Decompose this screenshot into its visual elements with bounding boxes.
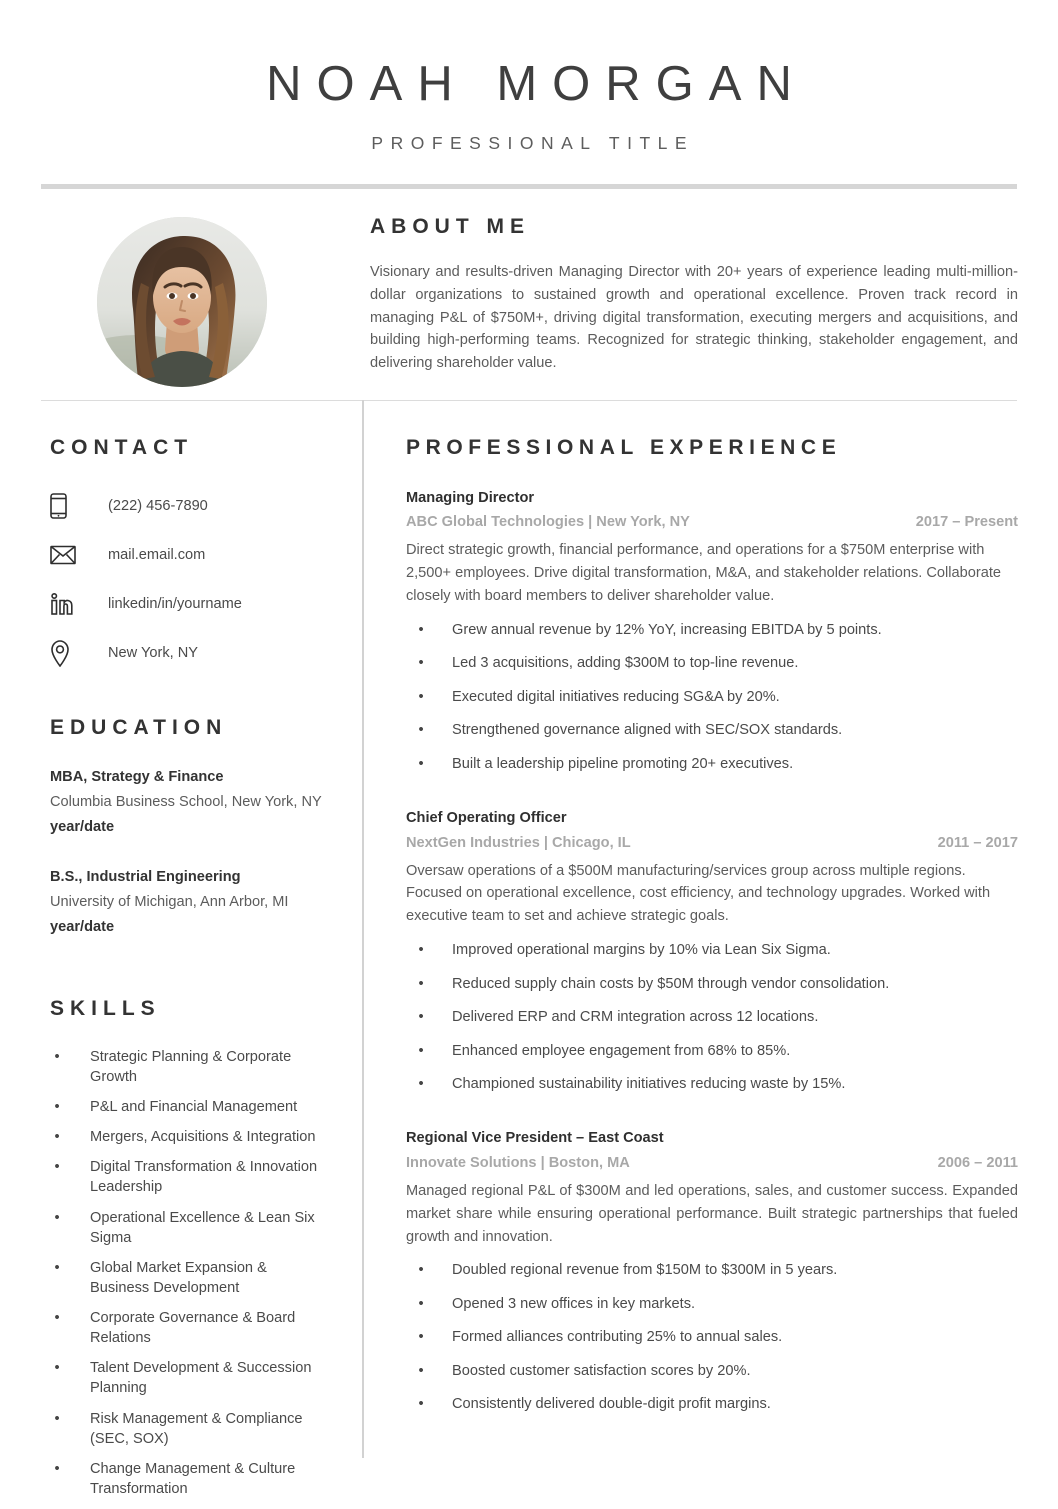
list-item (406, 1361, 1018, 1381)
candidate-title: PROFESSIONAL TITLE (371, 133, 695, 154)
list-item (406, 940, 1018, 960)
skill-label: Digital Transformation & Innovation Leadership (90, 1159, 318, 1196)
job-description: Oversaw operations of a $500M manufacturing/services group across multiple regions. Focused on operational excellence, cost efficiency, and technology upgrades. Worked with executive team to set and achieve strategic goals. (406, 862, 991, 925)
job-title: Regional Vice President – East Coast (406, 1130, 664, 1147)
list-item (50, 1208, 322, 1248)
list-item (406, 653, 1018, 673)
list-item (406, 720, 1018, 740)
list-item (406, 620, 1018, 640)
bullet-text: Reduced supply chain costs by $50M through vendor consolidation. (452, 975, 890, 992)
bullet-icon: • (418, 975, 424, 992)
education-title: EDUCATION (50, 716, 228, 739)
list-item (50, 1358, 322, 1398)
bullet-text: Led 3 acquisitions, adding $300M to top-line revenue. (452, 655, 799, 672)
list-item (50, 1459, 322, 1499)
bullet-icon: • (54, 1410, 60, 1427)
list-item (50, 1047, 322, 1087)
bullet-icon: • (54, 1159, 60, 1176)
profile-photo-icon (97, 217, 267, 387)
bullet-icon: • (418, 1329, 424, 1346)
list-item (406, 1327, 1018, 1347)
bullet-icon: • (54, 1360, 60, 1377)
job-meta (406, 835, 1018, 851)
skill-label: Operational Excellence & Lean Six Sigma (90, 1209, 315, 1246)
skill-label: Risk Management & Compliance (SEC, SOX) (90, 1410, 303, 1447)
list-item (406, 687, 1018, 707)
job-meta (406, 1155, 1018, 1171)
list-item (406, 1394, 1018, 1414)
bullet-icon: • (418, 1295, 424, 1312)
right-column (362, 400, 1058, 1509)
job-dates: 2006 – 2011 (937, 1154, 1018, 1171)
education-degree: B.S., Industrial Engineering (50, 869, 241, 886)
education-date: year/date (50, 818, 115, 835)
skills-list (50, 1047, 322, 1499)
list-item (406, 1007, 1018, 1027)
about-title: ABOUT ME (370, 215, 530, 238)
about-section (363, 199, 1058, 399)
job-company: Innovate Solutions | Boston, MA (406, 1154, 630, 1171)
bullet-text: Championed sustainability initiatives reducing waste by 15%. (452, 1075, 846, 1092)
skills-title: SKILLS (50, 996, 161, 1020)
about-row (0, 199, 1058, 399)
list-item (50, 1097, 322, 1117)
bullet-icon: • (418, 722, 424, 739)
job-meta (406, 514, 1018, 530)
list-item (406, 1074, 1018, 1094)
bullet-icon: • (54, 1310, 60, 1327)
bullet-icon: • (418, 1042, 424, 1059)
bullet-icon: • (54, 1129, 60, 1146)
job-bullets (406, 1260, 1018, 1414)
contact-item-linkedin[interactable] (50, 584, 322, 624)
skill-label: Change Management & Culture Transformation (90, 1460, 296, 1497)
skill-label: Corporate Governance & Board Relations (90, 1310, 296, 1347)
job-dates: 2017 – Present (915, 514, 1018, 531)
job-company: NextGen Industries | Chicago, IL (406, 834, 631, 851)
skill-label: Strategic Planning & Corporate Growth (90, 1048, 292, 1085)
experience-item (406, 487, 1018, 774)
body-columns (0, 400, 1058, 1509)
bullet-text: Strengthened governance aligned with SEC/SOX standards. (452, 722, 843, 739)
contact-list (50, 486, 322, 673)
list-item (50, 1157, 322, 1197)
list-item (406, 1294, 1018, 1314)
bullet-icon: • (418, 755, 424, 772)
education-school: Columbia Business School, New York, NY (50, 793, 322, 810)
list-item (50, 1127, 322, 1147)
bullet-icon: • (418, 1362, 424, 1379)
experience-item (406, 807, 1018, 1094)
education-degree: MBA, Strategy & Finance (50, 769, 224, 785)
list-item (50, 1308, 322, 1348)
experience-title: PROFESSIONAL EXPERIENCE (406, 436, 842, 459)
header-divider (41, 184, 1017, 189)
bullet-text: Enhanced employee engagement from 68% to 85%. (452, 1042, 791, 1059)
job-title: Chief Operating Officer (406, 810, 567, 827)
bullet-icon: • (418, 1262, 424, 1279)
left-column (0, 400, 362, 1509)
bullet-text: Boosted customer satisfaction scores by 20%. (452, 1362, 751, 1379)
list-item (406, 1260, 1018, 1280)
phone-icon (50, 493, 84, 519)
job-title: Managing Director (406, 490, 535, 506)
job-description: Managed regional P&L of $300M and led operations, sales, and customer success. Expanded market share while ensuring operational performance. Built strategic partnerships that fueled growth and innovation. (406, 1182, 1018, 1245)
skill-label: Mergers, Acquisitions & Integration (90, 1129, 316, 1146)
linkedin-icon (50, 592, 84, 616)
bullet-icon: • (418, 688, 424, 705)
bullet-icon: • (418, 1396, 424, 1413)
list-item (50, 1409, 322, 1449)
skill-label: P&L and Financial Management (90, 1099, 298, 1116)
bullet-text: Grew annual revenue by 12% YoY, increasing EBITDA by 5 points. (452, 622, 882, 639)
job-bullets (406, 620, 1018, 774)
bullet-text: Formed alliances contributing 25% to annual sales. (452, 1329, 783, 1346)
bullet-text: Doubled regional revenue from $150M to $300M in 5 years. (452, 1262, 838, 1279)
photo-cell (0, 199, 363, 399)
email-icon (50, 545, 84, 565)
list-item (50, 1258, 322, 1298)
education-item (50, 865, 322, 939)
education-list (50, 765, 322, 940)
contact-item-phone[interactable] (50, 486, 322, 526)
experience-item (406, 1127, 1018, 1414)
bullet-text: Built a leadership pipeline promoting 20+ executives. (452, 755, 794, 772)
bullet-icon: • (54, 1048, 60, 1065)
contact-value-location: New York, NY (108, 645, 199, 661)
bullet-icon: • (54, 1259, 60, 1276)
contact-value-phone: (222) 456-7890 (108, 498, 208, 514)
about-text: Visionary and results-driven Managing Director with 20+ years of experience leading multi-million-dollar organizations to sustained growth and operational excellence. Proven track record in managing P&L of $750M+, driving digital transformation, executing mergers and acquisitions, and building high-performing teams. Recognized for strategic thinking, stakeholder engagement, and delivering shareholder value. (370, 264, 1018, 372)
avatar (97, 217, 267, 387)
bullet-text: Consistently delivered double-digit profit margins. (452, 1396, 771, 1413)
job-bullets (406, 940, 1018, 1094)
contact-item-email[interactable] (50, 535, 322, 575)
bullet-icon: • (54, 1099, 60, 1116)
resume-header (0, 0, 1058, 154)
education-date: year/date (50, 918, 115, 935)
bullet-text: Improved operational margins by 10% via Lean Six Sigma. (452, 942, 831, 959)
list-item (406, 974, 1018, 994)
skill-label: Global Market Expansion & Business Development (90, 1259, 267, 1296)
education-school: University of Michigan, Ann Arbor, MI (50, 894, 289, 911)
job-company: ABC Global Technologies | New York, NY (406, 514, 690, 531)
bullet-icon: • (418, 1075, 424, 1092)
bullet-text: Delivered ERP and CRM integration across 12 locations. (452, 1009, 819, 1026)
contact-title: CONTACT (50, 436, 194, 459)
bullet-icon: • (54, 1209, 60, 1226)
skill-label: Talent Development & Succession Planning (90, 1360, 312, 1397)
location-pin-icon (50, 640, 84, 667)
bullet-icon: • (418, 622, 424, 639)
education-item (50, 765, 322, 839)
contact-item-location[interactable] (50, 633, 322, 673)
list-item (406, 754, 1018, 774)
list-item (406, 1041, 1018, 1061)
job-description: Direct strategic growth, financial performance, and operations for a $750M enterprise with 2,500+ employees. Drive digital transformation, M&A, and stakeholder relations. Collaborate closely with board members to deliver shareholder value. (406, 542, 1002, 605)
bullet-icon: • (418, 942, 424, 959)
bullet-icon: • (418, 1009, 424, 1026)
contact-value-linkedin: linkedin/in/yourname (108, 596, 242, 612)
bullet-icon: • (54, 1460, 60, 1477)
experience-list (406, 487, 1018, 1415)
candidate-name: NOAH MORGAN (266, 57, 807, 111)
bullet-text: Opened 3 new offices in key markets. (452, 1295, 696, 1312)
job-dates: 2011 – 2017 (937, 834, 1018, 851)
bullet-icon: • (418, 655, 424, 672)
contact-value-email: mail.email.com (108, 547, 206, 563)
bullet-text: Executed digital initiatives reducing SG&A by 20%. (452, 688, 780, 705)
